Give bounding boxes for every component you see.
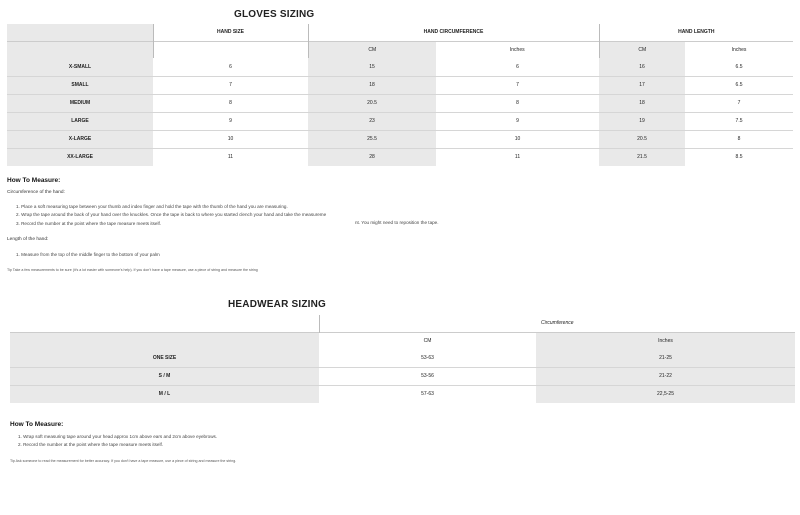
hand-size-value: 7	[153, 76, 308, 94]
table-row	[7, 58, 793, 76]
len-cm-value: 19	[599, 112, 685, 130]
circumference-heading: Circumference of the hand:	[7, 190, 65, 195]
headwear-steps	[18, 433, 217, 450]
len-inches-value: 7.5	[685, 112, 793, 130]
cm-value: 57-63	[421, 391, 434, 398]
len-cm-value: 16	[599, 58, 685, 76]
gloves-how-to-heading: How To Measure:	[7, 177, 61, 184]
circ-inches-value: 11	[514, 154, 521, 161]
len-cm-value: 17	[599, 76, 685, 94]
circumference-step-overflow: nt. You might need to reposition the tape.	[355, 220, 439, 225]
table-row	[7, 76, 793, 94]
header-len-inches: Inches	[731, 46, 747, 53]
header-inches: Inches	[536, 332, 795, 349]
header-hand-length: HAND LENGTH	[599, 24, 793, 41]
hand-size-value: 9	[153, 112, 308, 130]
len-inches-value: 8.5	[735, 154, 743, 161]
len-inches-value: 6.5	[685, 58, 793, 76]
hand-size-value: 10	[153, 130, 308, 148]
table-row	[7, 94, 793, 112]
inches-value: 21-22	[536, 367, 795, 385]
table-row	[7, 112, 793, 130]
header-circ-inches: Inches	[509, 46, 525, 53]
header-len-cm: CM	[599, 41, 685, 58]
list-item: 2. Record the number at the point where the tape measure meets itself.	[18, 442, 164, 448]
table-row	[10, 349, 795, 367]
headwear-how-to-heading: How To Measure:	[10, 421, 64, 428]
list-item: 3. Record the number at the point where the tape measure meets itself.	[16, 220, 162, 226]
len-cm-value: 18	[599, 94, 685, 112]
table-row	[7, 148, 793, 166]
header-circ-cm: CM	[308, 41, 436, 58]
size-label: SMALL	[7, 76, 153, 94]
header-cm: CM	[423, 337, 432, 344]
hand-size-value: 6	[153, 58, 308, 76]
circ-inches-value: 7	[436, 76, 599, 94]
inches-value: 22,5-25	[536, 385, 795, 403]
list-item: 1. Place a soft measuring tape between your thumb and index finger and hold the tape with the thumb of the hand you are measuring.	[16, 204, 288, 209]
size-label: X-SMALL	[7, 58, 153, 76]
gloves-tip: Tip Take a few measurements to be sure (it’s a lot easier with someone’s help). If you don’t have a tape measure, use a piece of string and measure the string	[7, 268, 258, 272]
hand-size-value: 11	[227, 154, 234, 161]
hand-size-value: 8	[153, 94, 308, 112]
length-steps	[16, 251, 160, 259]
circumference-steps	[16, 203, 326, 228]
gloves-title: GLOVES SIZING	[234, 9, 315, 20]
len-inches-value: 8	[685, 130, 793, 148]
size-label: S / M	[10, 367, 319, 385]
headwear-title: HEADWEAR SIZING	[228, 299, 326, 310]
len-inches-value: 6.5	[685, 76, 793, 94]
gloves-size-table	[7, 24, 793, 166]
size-label: MEDIUM	[7, 94, 153, 112]
headwear-size-table	[10, 315, 795, 403]
table-row	[10, 367, 795, 385]
cm-value: 53-56	[319, 367, 536, 385]
circ-cm-value: 28	[308, 148, 436, 166]
list-item: 1. Measure from the top of the middle finger to the bottom of your palm	[16, 252, 160, 257]
cm-value: 53-63	[319, 349, 536, 367]
circ-cm-value: 15	[308, 58, 436, 76]
size-label: M / L	[10, 385, 319, 403]
inches-value: 21-25	[536, 349, 795, 367]
circ-cm-value: 20.5	[308, 94, 436, 112]
table-row	[7, 130, 793, 148]
circ-cm-value: 25.5	[308, 130, 436, 148]
list-item: 2. Wrap the tape around the back of your hand over the knuckles. Once the tape is back to where you started clench your hand and take the measureme	[16, 212, 327, 218]
header-hand-circumference: HAND CIRCUMFERENCE	[308, 24, 599, 41]
circ-cm-value: 18	[308, 76, 436, 94]
len-cm-value: 21.5	[599, 148, 685, 166]
circ-inches-value: 8	[436, 94, 599, 112]
table-row	[10, 385, 795, 403]
length-heading: Length of the hand:	[7, 237, 49, 242]
headwear-tip: Tip Ask someone to read the measurement for better accuracy. If you don't have a tape measure, use a piece of string and measure the string.	[10, 459, 237, 463]
circ-inches-value: 9	[436, 112, 599, 130]
circ-inches-value: 6	[436, 58, 599, 76]
size-label: LARGE	[7, 112, 153, 130]
size-label: XX-LARGE	[7, 148, 153, 166]
circ-cm-value: 23	[308, 112, 436, 130]
size-label: X-LARGE	[7, 130, 153, 148]
size-label: ONE SIZE	[10, 349, 319, 367]
header-circumference: Circumference	[319, 315, 795, 332]
list-item: 1. Wrap soft measuring tape around your head approx 1cm above ears and 2cm above eyebrows.	[18, 434, 218, 439]
len-cm-value: 20.5	[599, 130, 685, 148]
len-inches-value: 7	[685, 94, 793, 112]
circ-inches-value: 10	[436, 130, 599, 148]
header-hand-size: HAND SIZE	[153, 24, 308, 41]
